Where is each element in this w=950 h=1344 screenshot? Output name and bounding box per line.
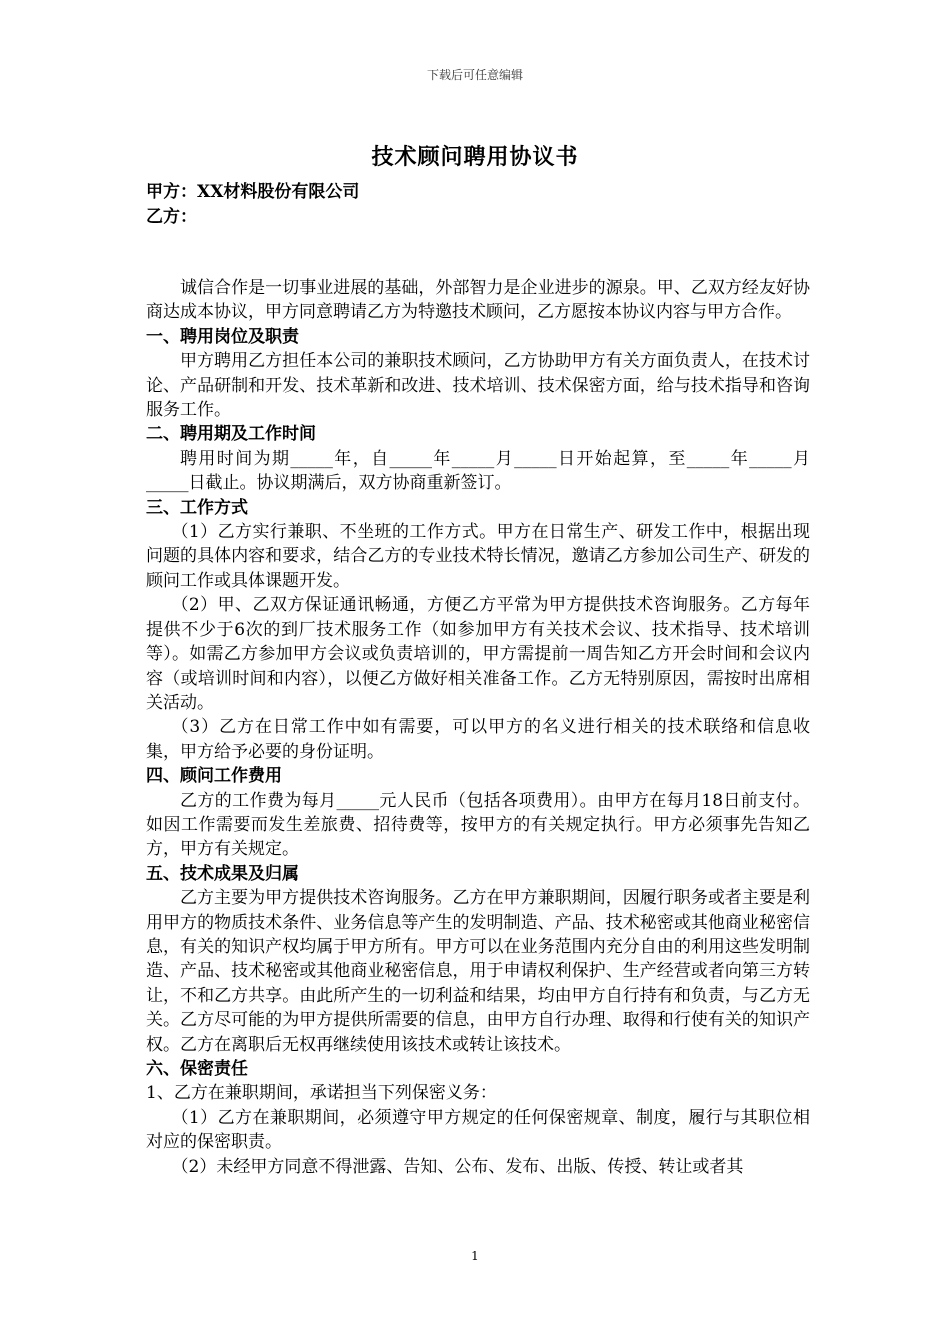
party-b: 乙方： <box>146 207 197 227</box>
section-6-paragraph-3: （2）未经甲方同意不得泄露、告知、公布、发布、出版、传授、转让或者其 <box>171 1156 744 1177</box>
section-heading-6: 六、保密责任 <box>146 1059 248 1079</box>
section-heading-4: 四、顾问工作费用 <box>146 766 282 787</box>
intro-paragraph: 诚信合作是一切事业进展的基础，外部智力是企业进步的源泉。甲、乙双方经友好协商达成本协议，甲方同意聘请乙方为特邀技术顾问，乙方愿按本协议内容与甲方合作。 <box>146 278 810 323</box>
section-6-paragraph-2: （1）乙方在兼职期间，必须遵守甲方规定的任何保密规章、制度，履行与其职位相对应的保密职责。 <box>146 1107 810 1153</box>
section-3-paragraph-3: （3）乙方在日常工作中如有需要，可以甲方的名义进行相关的技术联络和信息收集，甲方给予必要的身份证明。 <box>146 717 810 762</box>
section-heading-2: 二、聘用期及工作时间 <box>146 424 316 445</box>
document-body <box>146 180 810 1179</box>
document-title: 技术顾问聘用协议书 <box>371 144 579 170</box>
page-number: 1 <box>471 1249 479 1263</box>
section-6-paragraph-1: 1、乙方在兼职期间，承诺担当下列保密义务： <box>146 1083 497 1104</box>
header-note: 下载后可任意编辑 <box>426 68 523 82</box>
section-heading-1: 一、聘用岗位及职责 <box>146 326 299 347</box>
spacer <box>146 230 810 276</box>
section-5-paragraph: 乙方主要为甲方提供技术咨询服务。乙方在甲方兼职期间，因履行职务或者主要是利用甲方的物质技术条件、业务信息等产生的发明制造、产品、技术秘密或其他商业秘密信息，有关的知识产权均属于甲方所有。甲方可以在业务范围内充分自由的利用这些发明制造、产品、技术秘密或其他商业秘密信息，用于申请权利保护、生产经营或者向第三方转让，不和乙方共享。由此所产生的一切利益和结果，均由甲方自行持有和负责，与乙方无关。乙方尽可能的为甲方提供所需要的信息，由甲方自行办理、取得和行使有关的知识产权。乙方在离职后无权再继续使用该技术或转让该技术。 <box>146 888 810 1055</box>
section-4-paragraph: 乙方的工作费为每月_____元人民币（包括各项费用）。由甲方在每月18日前支付。如因工作需要而发生差旅费、招待费等，按甲方的有关规定执行。甲方必须事先告知乙方，甲方有关规定。 <box>146 790 810 860</box>
section-3-paragraph-1: （1）乙方实行兼职、不坐班的工作方式。甲方在日常生产、研发工作中，根据出现问题的具体内容和要求，结合乙方的专业技术特长情况，邀请乙方参加公司生产、研发的顾问工作或具体课题开发。 <box>146 522 810 591</box>
section-heading-3: 三、工作方式 <box>146 497 248 518</box>
party-a: 甲方：XX材料股份有限公司 <box>146 182 360 202</box>
section-1-paragraph: 甲方聘用乙方担任本公司的兼职技术顾问，乙方协助甲方有关方面负责人，在技术讨论、产品研制和开发、技术革新和改进、技术培训、技术保密方面，给与技术指导和咨询服务工作。 <box>146 351 810 421</box>
section-heading-5: 五、技术成果及归属 <box>146 863 299 884</box>
section-2-paragraph: 聘用时间为期_____年，自_____年_____月_____日开始起算，至_____年_____月_____日截止。协议期满后，双方协商重新签订。 <box>146 448 810 494</box>
section-3-paragraph-2: （2）甲、乙双方保证通讯畅通，方便乙方平常为甲方提供技术咨询服务。乙方每年提供不少于6次的到厂技术服务工作（如参加甲方有关技术会议、技术指导、技术培训等）。如需乙方参加甲方会议或负责培训的，甲方需提前一周告知乙方开会时间和会议内容（或培训时间和内容），以便乙方做好相关准备工作。乙方无特别原因，需按时出席相关活动。 <box>146 595 810 713</box>
